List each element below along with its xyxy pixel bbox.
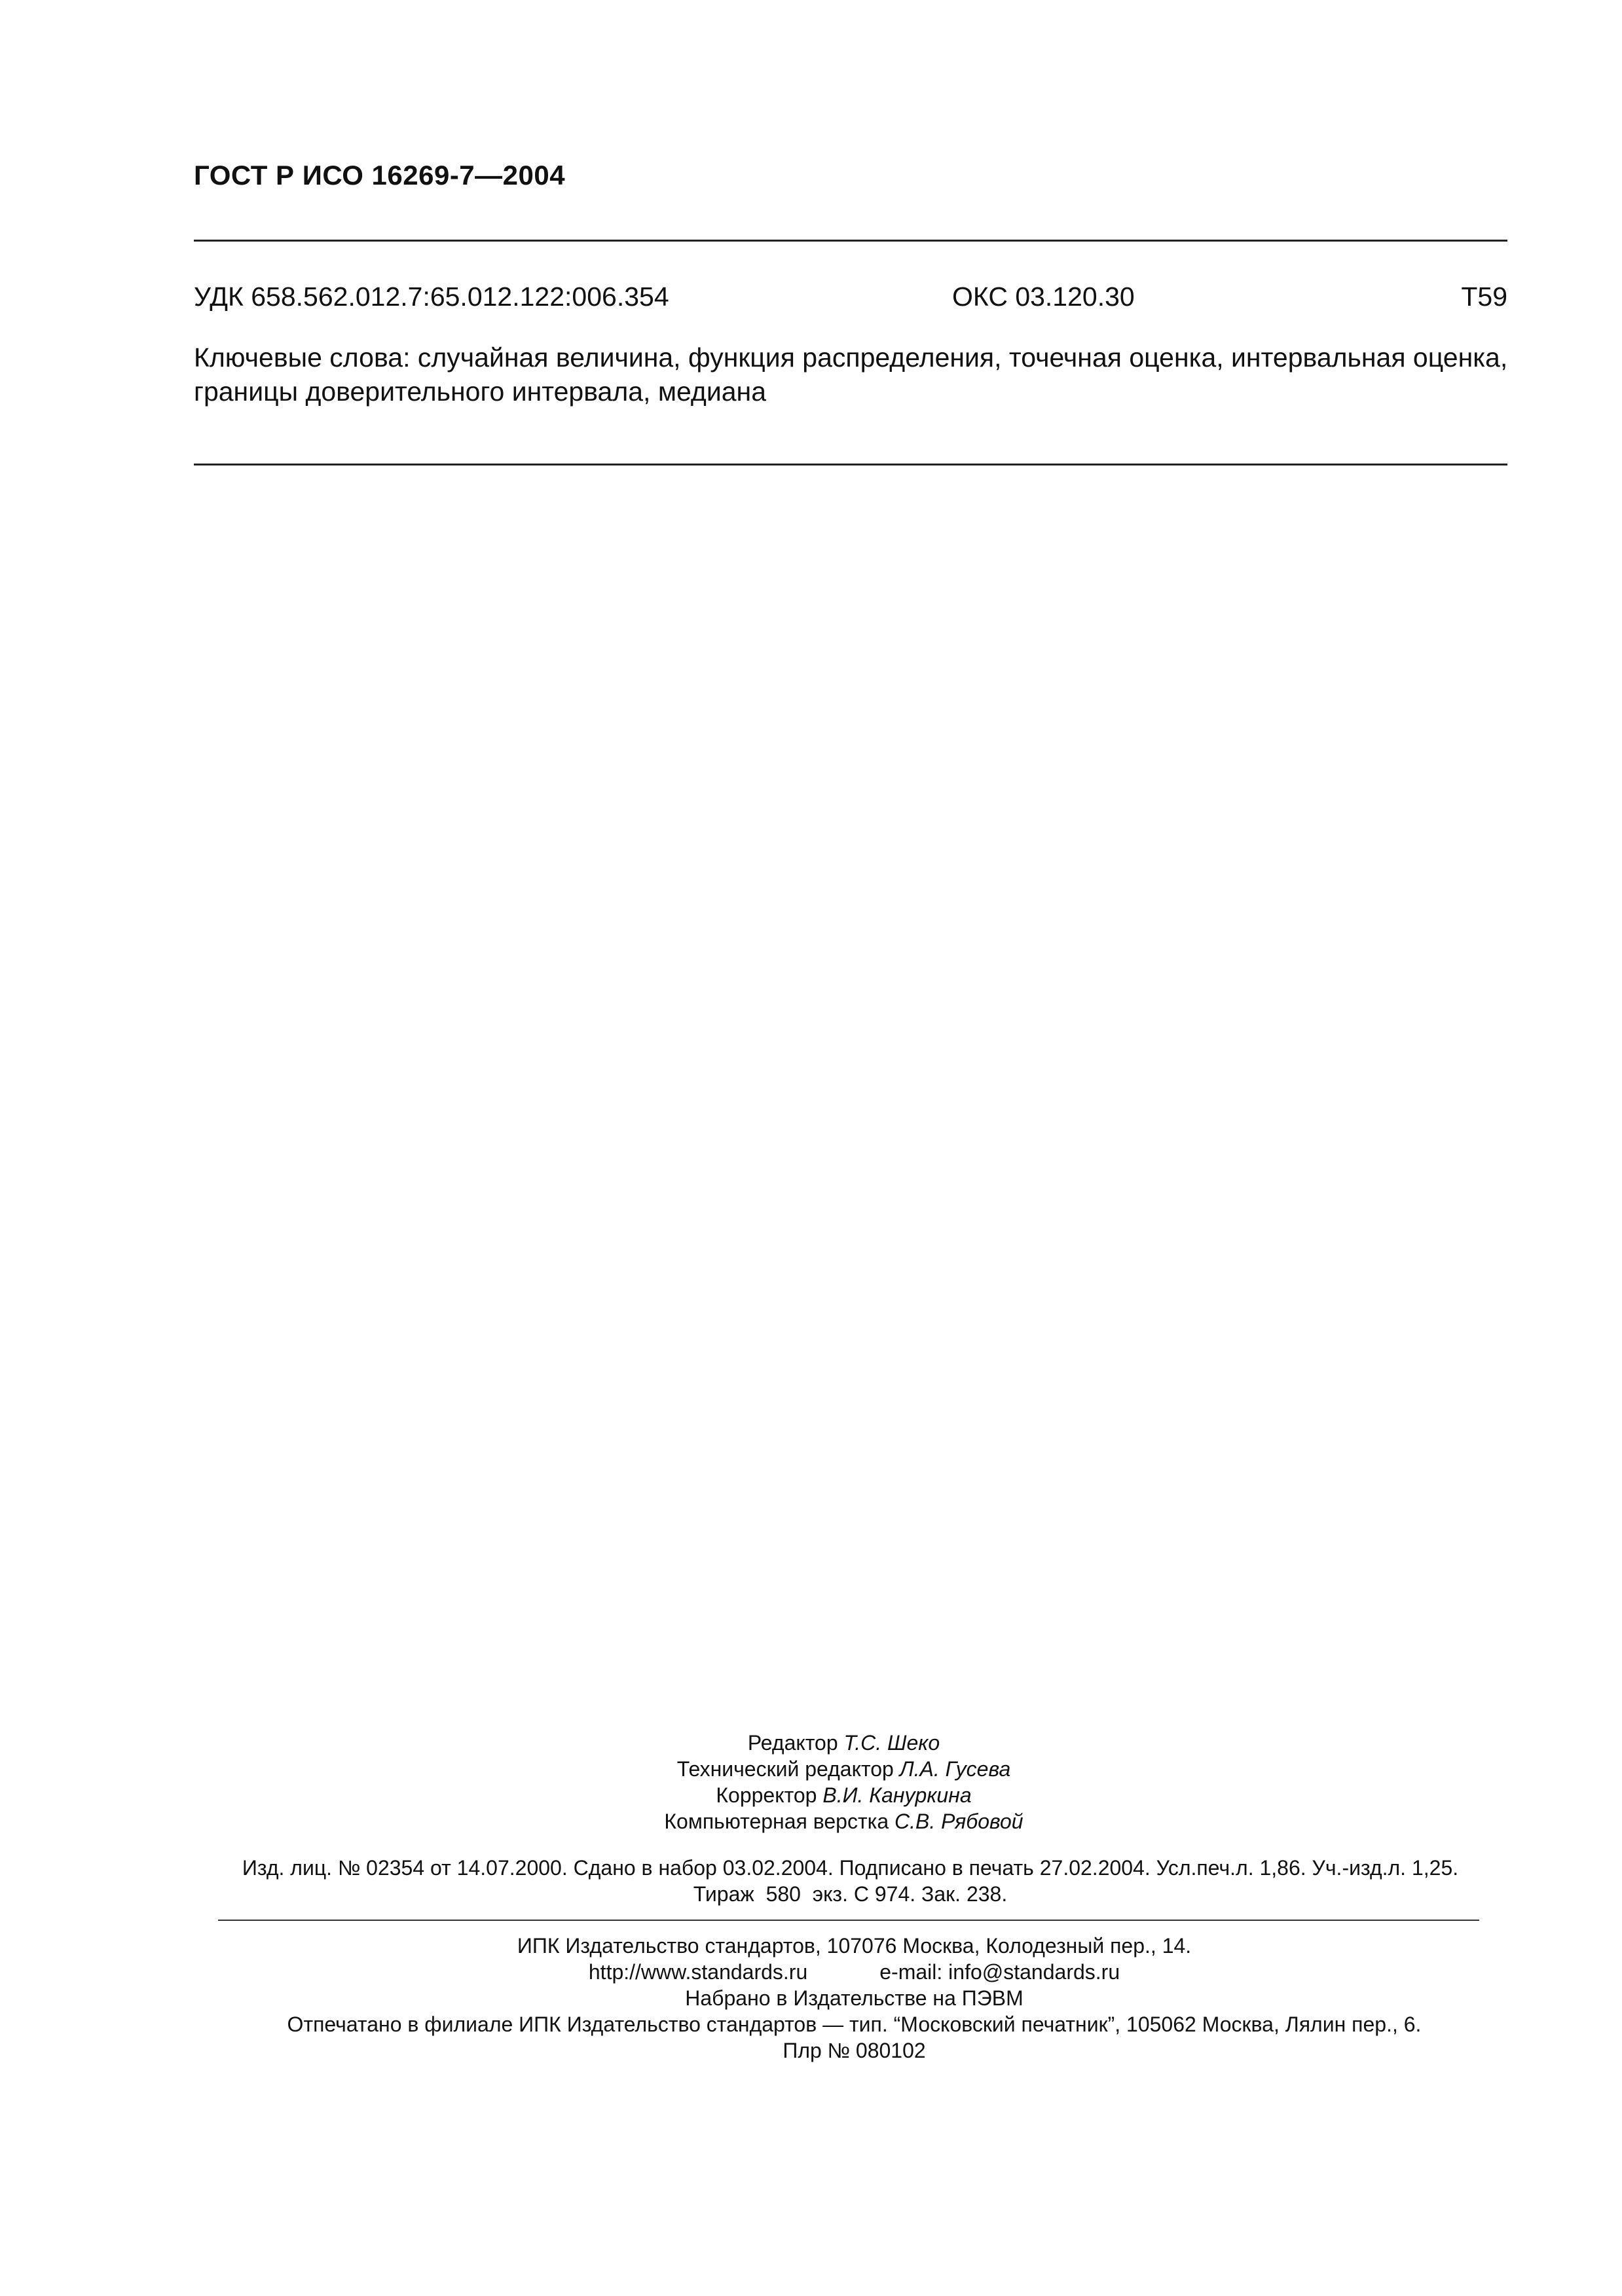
keywords-divider [194,464,1507,465]
website-link[interactable]: http://www.standards.ru [588,1960,808,1984]
tech-editor-line [33,1756,1622,1782]
staff-name: Т.С. Шеко [843,1731,940,1755]
top-divider [194,240,1507,242]
imprint-block [43,1933,1622,2064]
staff-role: Корректор [716,1783,817,1807]
publication-line-2: Тираж 580 экз. С 974. Зак. 238. [693,1882,1008,1906]
layout-line [33,1808,1622,1834]
keywords-paragraph: Ключевые слова: случайная величина, функция распределения, точечная оценка, интервальная оценка, границы доверительного интервала, медиана [194,342,1508,407]
staff-name: С.В. Рябовой [894,1810,1023,1833]
publication-info [39,1855,1622,1907]
classification-row [194,282,1507,321]
staff-name: Л.А. Гусева [899,1757,1011,1781]
typeset-line: Набрано в Издательстве на ПЭВМ [685,1986,1023,2010]
oks-code: ОКС 03.120.30 [952,282,1135,312]
printed-line: Отпечатано в филиале ИПК Издательство стандартов — тип. “Московский печатник”, 105062 Москва, Лялин пер., 6. [287,2013,1422,2036]
staff-role: Технический редактор [676,1757,894,1781]
email-link[interactable]: e-mail: info@standards.ru [879,1960,1120,1984]
plr-line: Плр № 080102 [783,2039,926,2062]
staff-name: В.И. Кануркина [822,1783,972,1807]
imprint-divider [218,1920,1479,1921]
staff-role: Редактор [747,1731,838,1755]
document-code: ГОСТ Р ИСО 16269-7—2004 [194,160,566,191]
staff-credits [33,1730,1622,1834]
udk-code: УДК 658.562.012.7:65.012.122:006.354 [194,282,669,312]
editor-line [33,1730,1622,1756]
publication-line-1: Изд. лиц. № 02354 от 14.07.2000. Сдано в набор 03.02.2004. Подписано в печать 27.02.2004. Усл.печ.л. 1,86. Уч.-изд.л. 1,25. [242,1856,1459,1880]
publisher-line: ИПК Издательство стандартов, 107076 Москва, Колодезный пер., 14. [517,1934,1192,1958]
staff-role: Компьютерная верстка [664,1810,889,1833]
t-code: Т59 [1461,282,1507,312]
proofreader-line [33,1782,1622,1808]
contacts-line [43,1959,1622,1985]
